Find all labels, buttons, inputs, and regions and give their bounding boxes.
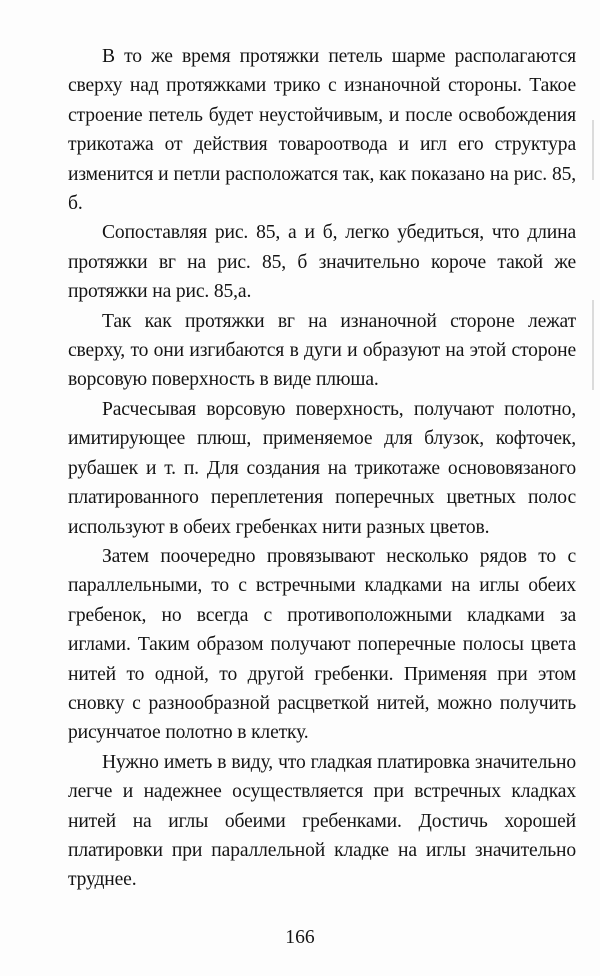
paragraph-6: Нужно иметь в виду, что гладкая платировка значительно легче и надежнее осуществляется при встречных кладках нитей на иглы обеими гребенками. Достичь хорошей платировки при параллельной кладке на иглы значительно труднее. — [68, 751, 576, 891]
scan-edge-mark — [592, 300, 594, 390]
body-text — [68, 42, 576, 895]
paragraph-5: Затем поочередно провязывают несколько рядов то с параллельными, то с встречными кладками на иглы обеих гребенок, но всегда с противоположными кладками за иглами. Таким образом получают поперечные полосы цвета нитей то одной, то другой гребенки. Применяя при этом сновку с разнообразной расцветкой нитей, можно получить рисунчатое полотно в клетку. — [68, 545, 576, 744]
paragraph-3: Так как протяжки вг на изнаночной стороне лежат сверху, то они изгибаются в дуги и образуют на этой стороне ворсовую поверхность в виде плюша. — [68, 310, 576, 391]
paragraph-1: В то же время протяжки петель шарме располагаются сверху над протяжками трико с изнаночной стороны. Такое строение петель будет неустойчивым, и после освобождения трикотажа от действия товароотвода и игл его структура изменится и петли расположатся так, как показано на рис. 85, б. — [68, 46, 576, 215]
paragraph-2: Сопоставляя рис. 85, а и б, легко убедиться, что длина протяжки вг на рис. 85, б значительно короче такой же протяжки на рис. 85,а. — [68, 222, 576, 303]
page-number: 166 — [285, 927, 315, 948]
paragraph-4: Расчесывая ворсовую поверхность, получают полотно, имитирующее плюш, применяемое для блузок, кофточек, рубашек и т. п. Для создания на трикотаже основовязаного платированного переплетения поперечных цветных полос используют в обеих гребенках нити разных цветов. — [68, 398, 576, 538]
scan-edge-mark — [592, 120, 594, 180]
